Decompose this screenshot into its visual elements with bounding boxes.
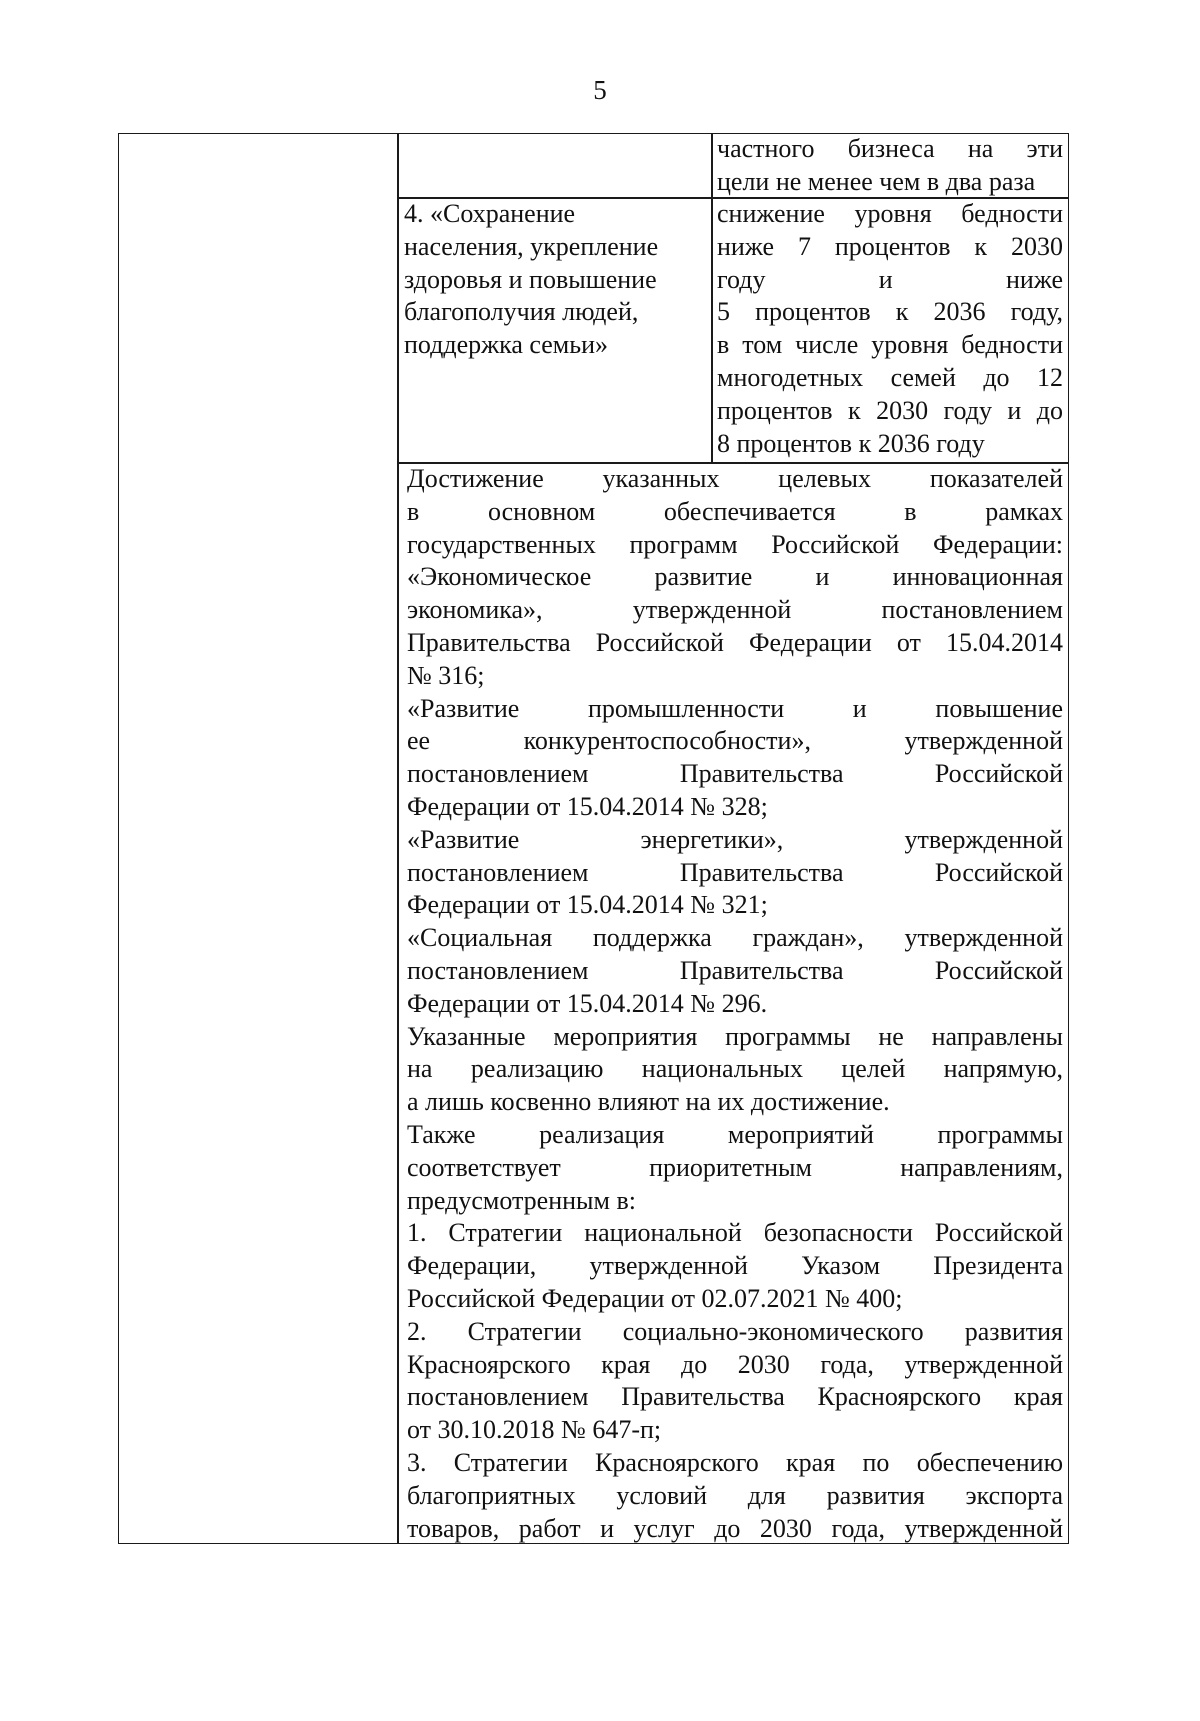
text-line: населения, укрепление	[404, 231, 659, 261]
text-line: Федерации от 15.04.2014 № 296.	[407, 988, 768, 1018]
text-line: Федерации от 15.04.2014 № 328;	[407, 791, 768, 821]
document-table	[118, 133, 1069, 1544]
goal-target-cell	[717, 198, 1063, 460]
text-line: «Развитие промышленности и повышение	[407, 693, 1063, 723]
text-line: постановлением Правительства Российской	[407, 955, 1063, 985]
text-line: цели не менее чем в два раза	[717, 166, 1036, 196]
programs-text-cell	[407, 463, 1063, 1545]
text-line: от 30.10.2018 № 647-п;	[407, 1415, 662, 1445]
text-line: Российской Федерации от 02.07.2021 № 400;	[407, 1283, 903, 1313]
column-divider-1	[397, 134, 399, 1543]
text-line: благоприятных условий для развития экспорта	[407, 1480, 1063, 1510]
text-line: 5 процентов к 2036 году,	[717, 297, 1063, 327]
text-line: «Социальная поддержка граждан», утвержденной	[407, 923, 1063, 953]
text-line: году и ниже	[717, 264, 1063, 294]
text-line: «Экономическое развитие и инновационная	[407, 562, 1063, 592]
text-line: «Развитие энергетики», утвержденной	[407, 824, 1063, 854]
text-line: соответствует приоритетным направлениям,	[407, 1152, 1063, 1182]
text-line: 3. Стратегии Красноярского края по обеспечению	[407, 1447, 1063, 1477]
text-line: постановлением Правительства Красноярского края	[407, 1382, 1063, 1412]
text-line: ниже 7 процентов к 2030	[717, 231, 1063, 261]
text-line: поддержка семьи»	[404, 330, 609, 360]
text-line: Достижение указанных целевых показателей	[407, 464, 1063, 493]
text-line: в основном обеспечивается в рамках	[407, 496, 1063, 526]
text-line: 4. «Сохранение	[404, 199, 576, 228]
goal-name-cell	[404, 198, 704, 362]
page-number: 5	[593, 75, 607, 105]
text-line: Правительства Российской Федерации от 15.04.2014	[407, 627, 1063, 657]
text-line: Указанные мероприятия программы не направлены	[407, 1021, 1063, 1051]
top-right-cell	[717, 133, 1063, 199]
text-line: здоровья и повышение	[404, 264, 657, 294]
text-line: ее конкурентоспособности», утвержденной	[407, 726, 1063, 756]
text-line: № 316;	[407, 660, 485, 690]
text-line: 2. Стратегии социально-экономического развития	[407, 1316, 1063, 1346]
text-line: Красноярского края до 2030 года, утвержденной	[407, 1349, 1063, 1379]
text-line: частного бизнеса на эти	[717, 134, 1063, 163]
text-line: Федерации от 15.04.2014 № 321;	[407, 890, 768, 920]
text-line: Также реализация мероприятий программы	[407, 1119, 1063, 1149]
text-line: снижение уровня бедности	[717, 199, 1063, 228]
text-line: государственных программ Российской Федерации:	[407, 529, 1063, 559]
text-line: 1. Стратегии национальной безопасности Российской	[407, 1218, 1063, 1248]
text-line: Федерации, утвержденной Указом Президента	[407, 1251, 1063, 1281]
text-line: а лишь косвенно влияют на их достижение.	[407, 1087, 890, 1117]
text-line: в том числе уровня бедности	[717, 330, 1063, 360]
text-line: предусмотренным в:	[407, 1185, 636, 1215]
column-divider-2	[711, 134, 713, 462]
text-line: 8 процентов к 2036 году	[717, 428, 985, 458]
text-line: экономика», утвержденной постановлением	[407, 595, 1063, 625]
text-line: процентов к 2030 году и до	[717, 395, 1063, 425]
text-line: постановлением Правительства Российской	[407, 759, 1063, 789]
text-line: постановлением Правительства Российской	[407, 857, 1063, 887]
text-line: многодетных семей до 12	[717, 362, 1063, 392]
text-line: благополучия людей,	[404, 297, 639, 327]
text-line: на реализацию национальных целей напрямую,	[407, 1054, 1063, 1084]
text-line: товаров, работ и услуг до 2030 года, утвержденной	[407, 1513, 1063, 1543]
